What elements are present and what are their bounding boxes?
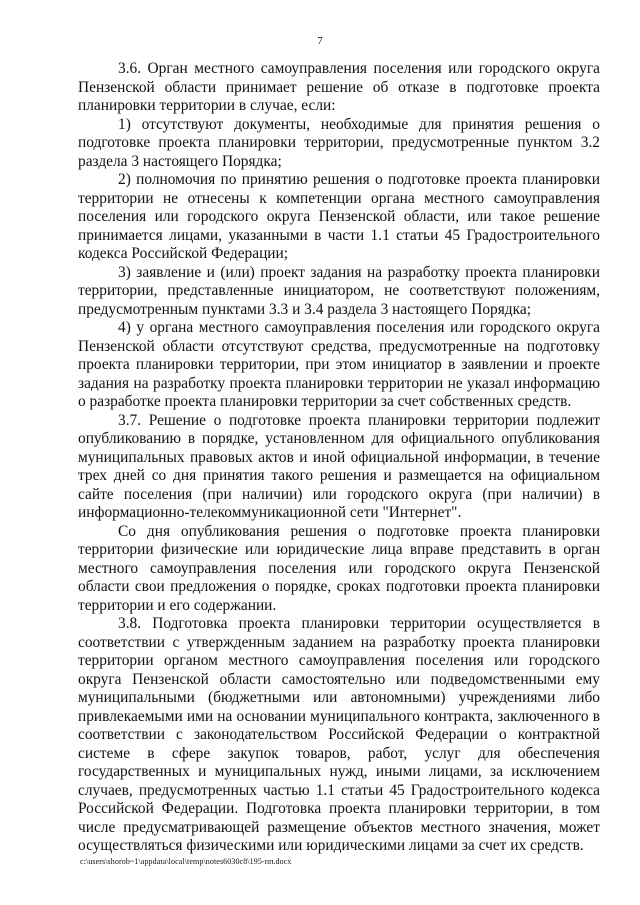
paragraph-3-8: 3.8. Подготовка проекта планировки территории осуществляется в соответствии с утвержденным заданием на разработку проекта планировки территории органом местного самоуправления поселения или городского округа Пензенской области самостоятельно или подведомственными ему муниципальными (бюджетными или автономными) учреждениями либо привлекаемыми ими на основании муниципального контракта, заключенного в соответствии с законодательством Российской Федерации о контрактной системе в сфере закупок товаров, работ, услуг для обеспечения государственных и муниципальных нужд, иными лицами, за исключением случаев, предусмотренных частью 1.1 статьи 45 Градостроительного кодекса Российской Федерации. Подготовка проекта планировки территории, в том числе предусматривающей размещение объектов местного значения, может осуществляться физическими или юридическими лицами за счет их средств.: [78, 615, 600, 854]
paragraph-3-7: 3.7. Решение о подготовке проекта планировки территории подлежит опубликованию в порядке, установленном для официального опубликования муниципальных правовых актов и иной официальной информации, в течение трех дней со дня принятия такого решения и размещается на официальном сайте поселения (при наличии) или городского округа (при наличии) в информационно-телекоммуникационной сети "Интернет".: [78, 411, 600, 521]
paragraph-3-6: 3.6. Орган местного самоуправления поселения или городского округа Пензенской области принимает решение об отказе в подготовке проекта планировки территории в случае, если:: [78, 60, 600, 114]
footer-file-path: c:\users\shorob~1\appdata\local\temp\notes6030c8\195-пп.docx: [80, 857, 292, 866]
paragraph-3-6-item-4: 4) у органа местного самоуправления поселения или городского округа Пензенской области отсутствуют средства, предусмотренные на подготовку проекта планировки территории, при этом инициатор в заявлении и проекте задания на разработку проекта планировки территории не указал информацию о разработке проекта планировки территории за счет собственных средств.: [78, 319, 600, 410]
page-number: 7: [317, 35, 323, 47]
paragraph-3-6-item-1: 1) отсутствуют документы, необходимые для принятия решения о подготовке проекта планировки территории, предусмотренные пунктом 3.2 раздела 3 настоящего Порядка;: [78, 115, 600, 170]
paragraph-3-6-item-3: 3) заявление и (или) проект задания на разработку проекта планировки территории, представленные инициатором, не соответствуют положениям, предусмотренным пунктами 3.3 и 3.4 раздела 3 настоящего Порядка;: [78, 263, 600, 318]
document-body: [78, 60, 600, 856]
paragraph-3-7-proposals: Со дня опубликования решения о подготовке проекта планировки территории физические или юридические лица вправе представить в орган местного самоуправления поселения или городского округа Пензенской области свои предложения о порядке, сроках подготовки проекта планировки территории и его содержании.: [78, 522, 600, 614]
paragraph-3-6-item-2: 2) полномочия по принятию решения о подготовке проекта планировки территории не отнесены к компетенции органа местного самоуправления поселения или городского округа Пензенской области, или такое решение принимается лицами, указанными в части 1.1 статьи 45 Градостроительного кодекса Российской Федерации;: [78, 171, 600, 262]
